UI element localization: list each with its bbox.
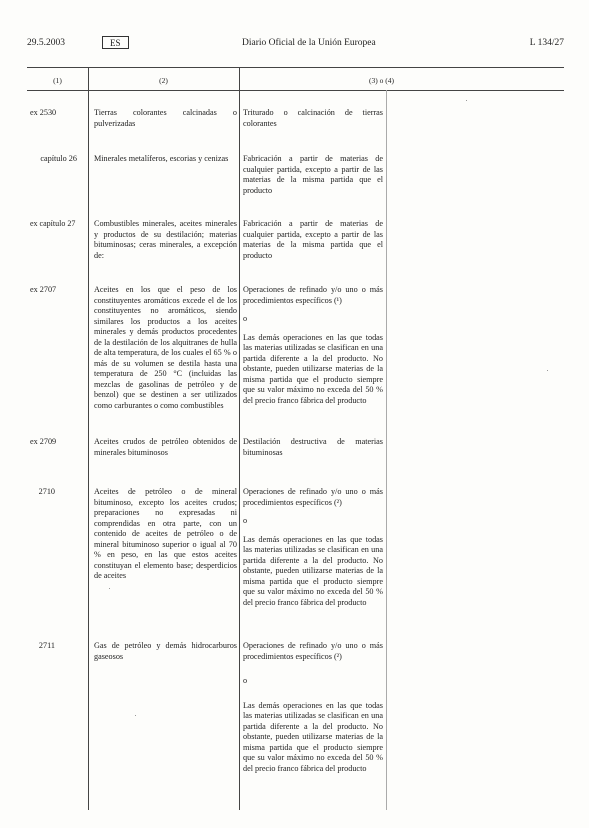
row-description: Combustibles minerales, aceites minerales y productos de su destilación; materias bituminosas; ceras minerales, a excepción de: (94, 219, 237, 260)
rule-or: o (243, 676, 248, 685)
row-code: capítulo 26 (40, 154, 77, 163)
rule-text: Fabricación a partir de materias de cualquier partida, excepto a partir de las materias de la misma partida que el producto (243, 154, 383, 195)
rule-text: Triturado o calcinación de tierras colorantes (243, 108, 383, 128)
rule-or: o (243, 314, 248, 323)
rule-text: Destilación destructiva de materias bituminosas (243, 437, 383, 457)
rule-text: Las demás operaciones en las que todas las materias utilizadas se clasifican en una partida diferente a la del producto. No obstante, pueden utilizarse materias de la misma partida que el producto siempre que su valor máximo no exceda del 50 % del precio franco fábrica del producto (243, 700, 383, 773)
language-badge: ES (102, 36, 129, 49)
row-code: ex 2709 (30, 437, 57, 446)
row-description: Tierras colorantes calcinadas o pulverizadas (94, 108, 237, 128)
row-rule (243, 285, 383, 406)
row-description: Minerales metalíferos, escorias y cenizas (94, 154, 229, 163)
row-code: ex 2530 (30, 108, 57, 117)
rule-text: Operaciones de refinado y/o uno o más procedimientos específicos (²) (243, 641, 383, 661)
column-divider-1 (88, 67, 89, 810)
row-description: Aceites de petróleo o de mineral bituminoso, excepto los aceites crudos; preparaciones no expresadas ni comprendidas en otra parte, con un contenido de aceites de petróleo o de mineral bituminoso superior o igual al 70 % en peso, en las que estos aceites constituyan el elemento base; desperdicios de aceites (94, 487, 237, 580)
rule-text: Operaciones de refinado y/o uno o más procedimientos específicos (¹) (243, 285, 383, 305)
row-rule (243, 487, 383, 608)
row-rule (243, 437, 383, 458)
row-code: 2711 (38, 641, 55, 650)
page-header (27, 38, 564, 54)
scan-speck (109, 588, 110, 589)
row-description: Aceites en los que el peso de los constituyentes aromáticos excede el de los constituyentes no aromáticos, siendo similares los productos a los aceites minerales y demás productos procedentes de la destilación de los alquitranes de hulla de alta temperatura, de los cuales el 65 % o más de su volumen se destila hasta una temperatura de 250 °C (incluidas las mezclas de gasolinas de petróleo y de benzol) que se destinen a ser utilizados como carburantes o como combustibles (94, 285, 237, 410)
row-description: Gas de petróleo y demás hidrocarburos gaseosos (94, 641, 237, 661)
scan-speck (135, 715, 136, 716)
column-divider-2 (239, 67, 240, 810)
rule-text: Operaciones de refinado y/o uno o más procedimientos específicos (²) (243, 487, 383, 507)
column-header-1: (1) (53, 76, 62, 85)
column-header-2: (2) (159, 76, 168, 85)
rule-or: o (243, 516, 248, 525)
row-description: Aceites crudos de petróleo obtenidos de minerales bituminosos (94, 437, 237, 457)
row-code: 2710 (38, 487, 55, 496)
rule-text: Las demás operaciones en las que todas las materias utilizadas se clasifican en una partida diferente a la del producto. No obstante, pueden utilizarse materias de la misma partida que el producto siempre que su valor máximo no exceda del 50 % del precio franco fábrica del producto (243, 332, 383, 405)
row-rule (243, 108, 383, 129)
row-rule (243, 154, 383, 196)
scan-speck (466, 100, 467, 101)
row-code: ex capítulo 27 (30, 219, 76, 228)
journal-title: Diario Oficial de la Unión Europea (242, 38, 376, 48)
table-header-rule (27, 90, 564, 91)
rule-text: Fabricación a partir de materias de cualquier partida, excepto a partir de las materias de la misma partida que el producto (243, 219, 383, 260)
publication-date: 29.5.2003 (27, 38, 65, 48)
table-top-rule (27, 67, 564, 68)
column-header-3: (3) o (4) (369, 76, 394, 85)
page-reference: L 134/27 (529, 38, 564, 48)
row-rule (243, 219, 383, 261)
rule-text: Las demás operaciones en las que todas las materias utilizadas se clasifican en una partida diferente a la del producto. No obstante, pueden utilizarse materias de la misma partida que el producto siempre que su valor máximo no exceda del 50 % del precio franco fábrica del producto (243, 534, 383, 607)
scan-speck (547, 370, 548, 371)
row-code: ex 2707 (30, 285, 57, 294)
column-divider-3 (386, 90, 387, 810)
row-rule (243, 641, 383, 774)
